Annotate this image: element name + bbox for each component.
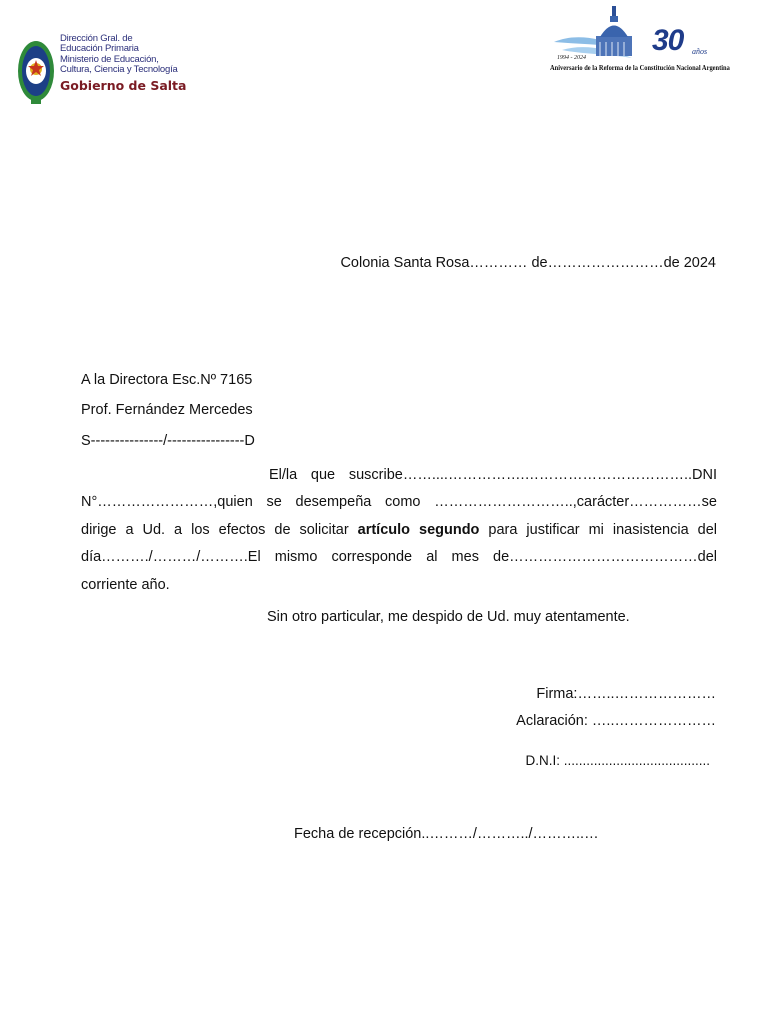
- anniversary-caption: Aniversario de la Reforma de la Constitución Nacional Argentina: [550, 63, 730, 72]
- signature-aclaracion: Aclaración: …..…………………: [516, 713, 716, 729]
- addressee-line: Prof. Fernández Mercedes: [81, 402, 253, 418]
- addressee-line: S---------------/----------------D: [81, 433, 255, 449]
- letterhead-line: Dirección Gral. de: [60, 33, 133, 44]
- letterhead-line: Cultura, Ciencia y Tecnología: [60, 64, 178, 76]
- letterhead-government: Gobierno de Salta: [60, 77, 187, 93]
- letterhead-institution: [60, 34, 186, 93]
- anniversary-number: 30: [652, 24, 684, 57]
- anniversary-dates: 1994 - 2024: [557, 55, 586, 61]
- body-paragraph: [81, 462, 717, 599]
- closing-line: Sin otro particular, me despido de Ud. muy atentamente.: [267, 609, 630, 625]
- reception-date: Fecha de recepción..………/………../………..…: [294, 826, 599, 842]
- body-text: El/la que suscribe……....…………….……………………………..DNI N°……………………,quien se desempeña como ………………………..,carácter……………se dirige a Ud. a los efectos de solicitar: [81, 467, 717, 538]
- addressee-line: A la Directora Esc.Nº 7165: [81, 372, 253, 388]
- body-rest: para justificar mi inasistencia del día………./………/……….El mismo corresponde al mes de…………………………………del corriente año.: [81, 521, 717, 593]
- salta-emblem-icon: [16, 36, 56, 113]
- letterhead-line: Ministerio de Educación,: [60, 53, 159, 65]
- signature-dni: D.N.I: .......................................: [525, 753, 710, 768]
- signature-firma: Firma:……..…………………: [536, 686, 716, 702]
- anniversary-anos: años: [692, 47, 708, 56]
- letterhead-line: Educación Primaria: [60, 43, 139, 55]
- date-line: Colonia Santa Rosa………… de……………………de 2024: [340, 255, 716, 271]
- body-bold: artículo segundo: [357, 521, 480, 538]
